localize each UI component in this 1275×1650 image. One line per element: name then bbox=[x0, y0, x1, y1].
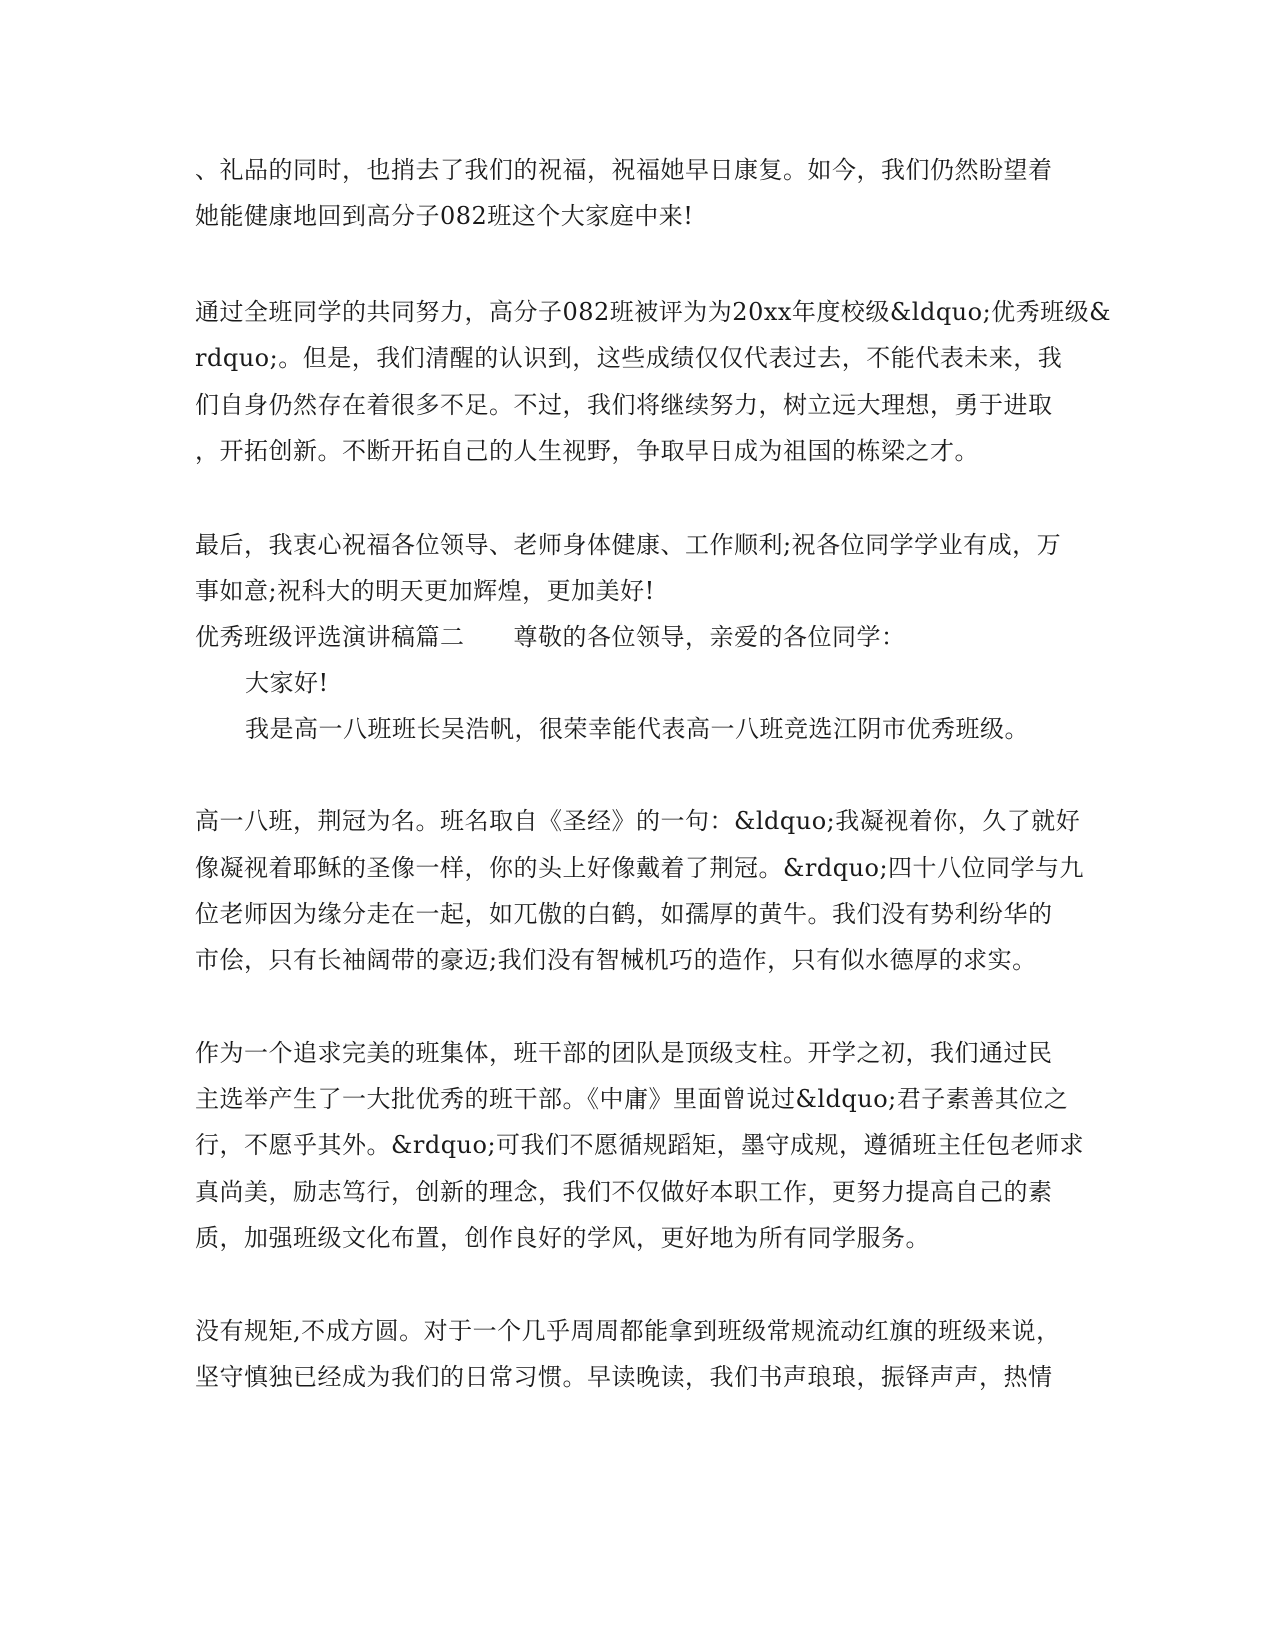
text-line: 通过全班同学的共同努力，高分子082班被评为为20xx年度校级&ldquo;优秀班级& bbox=[195, 298, 1112, 326]
text-line: 坚守慎独已经成为我们的日常习惯。早读晚读，我们书声琅琅，振铎声声，热情 bbox=[195, 1363, 1053, 1391]
text-line: 行，不愿乎其外。&rdquo;可我们不愿循规蹈矩，墨守成规，遵循班主任包老师求 bbox=[195, 1131, 1085, 1159]
text-line: 质，加强班级文化布置，创作良好的学风，更好地为所有同学服务。 bbox=[195, 1224, 930, 1252]
text-line: 大家好! bbox=[245, 669, 329, 697]
text-line: 像凝视着耶稣的圣像一样，你的头上好像戴着了荆冠。&rdquo;四十八位同学与九 bbox=[195, 854, 1085, 882]
text-line: 市侩，只有长袖阔带的豪迈;我们没有智械机巧的造作，只有似水德厚的求实。 bbox=[195, 946, 1037, 974]
text-line: 她能健康地回到高分子082班这个大家庭中来! bbox=[195, 202, 694, 230]
text-line: 高一八班，荆冠为名。班名取自《圣经》的一句：&ldquo;我凝视着你，久了就好 bbox=[195, 807, 1081, 835]
text-line: 们自身仍然存在着很多不足。不过，我们将继续努力，树立远大理想，勇于进取 bbox=[195, 391, 1053, 419]
section-heading: 优秀班级评选演讲稿篇二 尊敬的各位领导，亲爱的各位同学： bbox=[195, 623, 906, 651]
text-line: 作为一个追求完美的班集体，班干部的团队是顶级支柱。开学之初，我们通过民 bbox=[195, 1039, 1053, 1067]
text-line: 事如意;祝科大的明天更加辉煌，更加美好! bbox=[195, 577, 655, 605]
text-line: 没有规矩,不成方圆。对于一个几乎周周都能拿到班级常规流动红旗的班级来说， bbox=[195, 1317, 1061, 1345]
text-line: 我是高一八班班长吴浩帆，很荣幸能代表高一八班竞选江阴市优秀班级。 bbox=[245, 715, 1029, 743]
text-line: 真尚美，励志笃行，创新的理念，我们不仅做好本职工作，更努力提高自己的素 bbox=[195, 1178, 1053, 1206]
text-line: rdquo;。但是，我们清醒的认识到，这些成绩仅仅代表过去，不能代表未来，我 bbox=[195, 344, 1063, 372]
text-line: ，开拓创新。不断开拓自己的人生视野，争取早日成为祖国的栋梁之才。 bbox=[195, 437, 979, 465]
text-line: 位老师因为缘分走在一起，如兀傲的白鹤，如孺厚的黄牛。我们没有势利纷华的 bbox=[195, 900, 1053, 928]
text-line: 、礼品的同时，也捎去了我们的祝福，祝福她早日康复。如今，我们仍然盼望着 bbox=[195, 156, 1053, 184]
text-line: 最后，我衷心祝福各位领导、老师身体健康、工作顺利;祝各位同学学业有成，万 bbox=[195, 531, 1062, 559]
text-line: 主选举产生了一大批优秀的班干部。《中庸》里面曾说过&ldquo;君子素善其位之 bbox=[195, 1085, 1069, 1113]
